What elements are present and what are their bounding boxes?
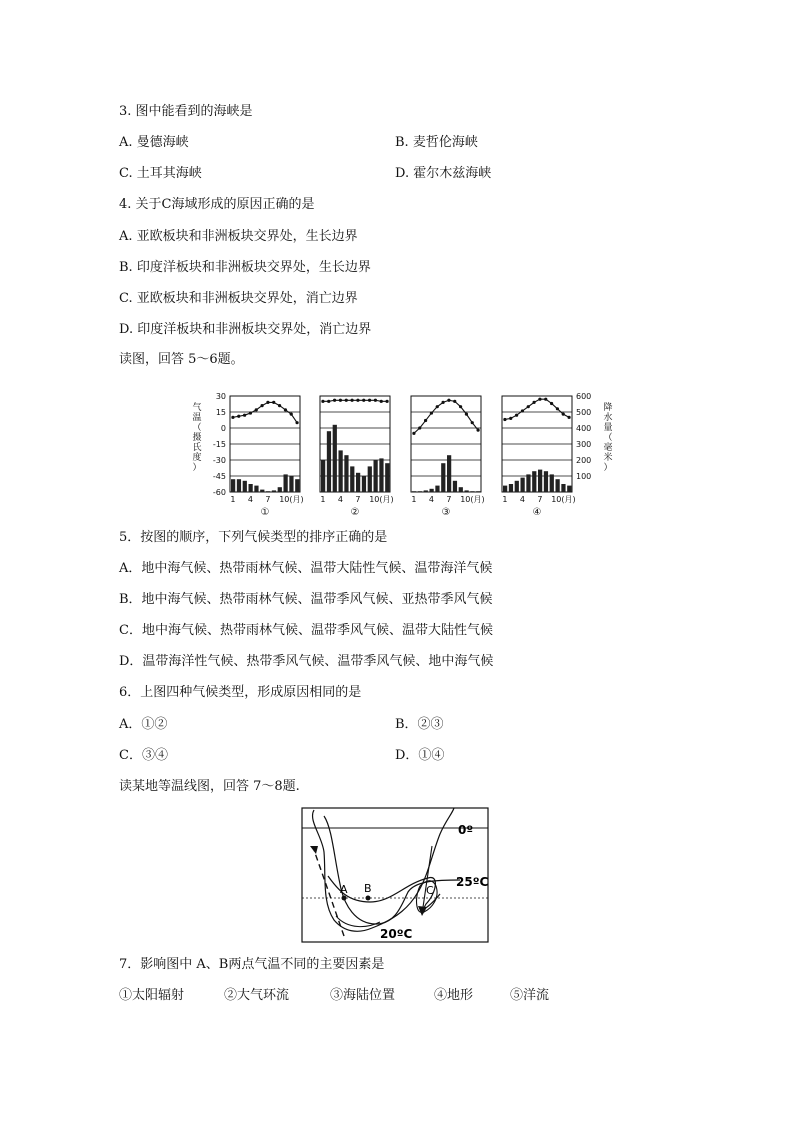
right-axis-label-char: 降	[603, 403, 613, 413]
temp-tick-label: 0	[220, 424, 226, 433]
right-axis-label-char: 米	[603, 453, 613, 463]
left-axis-label-char: 摄	[192, 433, 202, 443]
temperature-point	[333, 399, 336, 402]
precip-bar	[339, 450, 343, 492]
month-tick-label: 7	[355, 495, 361, 504]
month-tick-label: 10(月)	[369, 495, 394, 504]
isotherm-map	[300, 806, 492, 946]
temperature-point	[476, 429, 479, 432]
left-axis-label-char: 气	[192, 403, 202, 413]
month-tick-label: 4	[519, 495, 525, 504]
precip-bar	[243, 481, 247, 492]
precip-bar	[272, 490, 276, 492]
precip-bar	[362, 476, 366, 492]
climate-charts-figure	[180, 388, 620, 520]
intro-5-6: 读图，回答 5～6题。	[119, 352, 244, 367]
temperature-point	[441, 401, 444, 404]
temperature-point	[418, 426, 421, 429]
temperature-point	[430, 411, 433, 414]
temperature-point	[368, 399, 371, 402]
temperature-point	[231, 416, 234, 419]
precip-bar	[526, 474, 530, 492]
right-axis-label-char: 毫	[603, 443, 613, 453]
precip-bar	[515, 481, 519, 492]
q6-option-c: C．③④	[119, 748, 168, 763]
temperature-point	[556, 407, 559, 410]
month-tick-label: 1	[230, 495, 236, 504]
coastline	[313, 808, 454, 931]
label-c: C	[426, 884, 434, 897]
q6-option-d: D．①④	[395, 748, 445, 763]
label-20c: 20ºC	[380, 927, 413, 941]
q7-factor-5: ⑤洋流	[510, 988, 550, 1003]
month-tick-label: 1	[502, 495, 508, 504]
precip-bar	[266, 491, 270, 492]
right-axis-label-char: ）	[603, 463, 613, 473]
precip-bar	[503, 486, 507, 492]
panel-label: ④	[532, 507, 542, 518]
precip-bar	[327, 431, 331, 492]
precip-tick-label: 200	[576, 456, 592, 465]
q5-option-a: A．地中海气候、热带雨林气候、温带大陆性气候、温带海洋气候	[119, 561, 493, 576]
temperature-point	[284, 408, 287, 411]
question-3-stem: 3. 图中能看到的海峡是	[119, 104, 253, 119]
temperature-point	[436, 405, 439, 408]
precip-bar	[379, 458, 383, 492]
temperature-point	[453, 400, 456, 403]
month-tick-label: 4	[247, 495, 253, 504]
left-axis-label-char: 氏	[192, 443, 202, 453]
precip-bar	[368, 466, 372, 492]
month-tick-label: 10(月)	[460, 495, 485, 504]
q3-option-d: D. 霍尔木兹海峡	[395, 166, 492, 181]
precip-bar	[447, 455, 451, 492]
precip-tick-label: 400	[576, 424, 592, 433]
temperature-point	[272, 401, 275, 404]
temperature-point	[356, 399, 359, 402]
month-tick-label: 7	[265, 495, 271, 504]
temperature-point	[362, 399, 365, 402]
q4-option-c: C. 亚欧板块和非洲板块交界处，消亡边界	[119, 291, 358, 306]
right-axis-label-char: （	[603, 433, 613, 443]
month-tick-label: 4	[337, 495, 343, 504]
precip-bar	[430, 489, 434, 492]
precip-bar	[521, 478, 525, 492]
precip-bar	[374, 460, 378, 492]
precip-bar	[260, 490, 264, 492]
question-4-stem: 4. 关于C海域形成的原因正确的是	[119, 197, 315, 212]
temperature-point	[544, 398, 547, 401]
month-tick-label: 1	[411, 495, 417, 504]
question-6-stem: 6．上图四种气候类型，形成原因相同的是	[119, 685, 362, 700]
temperature-point	[278, 404, 281, 407]
temperature-point	[521, 409, 524, 412]
temperature-point	[327, 400, 330, 403]
temp-tick-label: -45	[212, 472, 226, 481]
precip-bar	[385, 463, 389, 492]
precip-bar	[418, 491, 422, 492]
temperature-point	[550, 402, 553, 405]
month-tick-label: 10(月)	[279, 495, 304, 504]
precip-tick-label: 100	[576, 472, 592, 481]
temperature-point	[447, 399, 450, 402]
point-a	[342, 896, 347, 901]
temperature-point	[385, 400, 388, 403]
left-axis-label-char: （	[192, 423, 202, 433]
temperature-point	[249, 411, 252, 414]
precip-bar	[561, 484, 565, 492]
precip-bar	[321, 460, 325, 492]
question-7-stem: 7．影响图中 A、B两点气温不同的主要因素是	[119, 957, 385, 972]
temperature-point	[562, 413, 565, 416]
panel-label: ②	[350, 507, 360, 518]
precip-bar	[532, 471, 536, 492]
precip-bar	[350, 466, 354, 492]
temperature-point	[412, 432, 415, 435]
precip-bar	[231, 479, 235, 492]
temperature-point	[424, 419, 427, 422]
temperature-line	[505, 399, 569, 419]
panel-label: ①	[260, 507, 270, 518]
left-axis-label-char: 度	[192, 453, 202, 463]
precip-bar	[567, 486, 571, 492]
temperature-point	[237, 415, 240, 418]
temperature-point	[255, 408, 258, 411]
q7-factor-2: ②大气环流	[224, 988, 290, 1003]
temperature-point	[260, 404, 263, 407]
q3-option-a: A. 曼德海峡	[119, 135, 189, 150]
q5-option-d: D．温带海洋性气候、热带季风气候、温带季风气候、地中海气候	[119, 654, 494, 669]
precip-tick-label: 300	[576, 440, 592, 449]
q5-option-b: B．地中海气候、热带雨林气候、温带季风气候、亚热带季风气候	[119, 592, 493, 607]
precip-bar	[550, 474, 554, 492]
q7-factor-1: ①太阳辐射	[119, 988, 185, 1003]
precip-bar	[356, 473, 360, 492]
right-axis-label-char: 水	[603, 413, 613, 423]
precip-bar	[470, 491, 474, 492]
temperature-point	[459, 405, 462, 408]
precip-bar	[424, 490, 428, 492]
precip-bar	[453, 481, 457, 492]
temp-tick-label: 15	[215, 408, 226, 417]
temperature-point	[515, 414, 518, 417]
precip-bar	[344, 455, 348, 492]
temperature-point	[509, 417, 512, 420]
precip-bar	[459, 487, 463, 492]
month-tick-label: 7	[537, 495, 543, 504]
temperature-point	[374, 399, 377, 402]
left-axis-label-char: ）	[192, 463, 202, 473]
current-arrowhead	[310, 846, 318, 854]
temperature-point	[567, 416, 570, 419]
temperature-point	[471, 421, 474, 424]
precip-bar	[509, 484, 513, 492]
temperature-point	[532, 401, 535, 404]
temperature-point	[321, 400, 324, 403]
label-0: 0º	[458, 823, 474, 837]
precip-bar	[333, 425, 337, 492]
label-a: A	[340, 883, 348, 896]
q7-factor-4: ④地形	[434, 988, 474, 1003]
precip-bar	[254, 486, 258, 492]
intro-7-8: 读某地等温线图，回答 7～8题.	[119, 779, 300, 794]
q7-factor-3: ③海陆位置	[330, 988, 396, 1003]
temp-tick-label: -15	[212, 440, 226, 449]
temperature-point	[527, 405, 530, 408]
q4-option-a: A. 亚欧板块和非洲板块交界处，生长边界	[119, 229, 358, 244]
q4-option-b: B. 印度洋板块和非洲板块交界处，生长边界	[119, 260, 371, 275]
temperature-line	[233, 402, 297, 422]
temperature-point	[339, 399, 342, 402]
precip-bar	[544, 471, 548, 492]
q3-option-b: B. 麦哲伦海峡	[395, 135, 478, 150]
label-25c: 25ºC	[456, 875, 489, 889]
precip-bar	[249, 484, 253, 492]
precip-tick-label: 600	[576, 392, 592, 401]
temperature-point	[290, 413, 293, 416]
temp-tick-label: 30	[215, 392, 226, 401]
precip-bar	[465, 490, 469, 492]
temperature-point	[538, 398, 541, 401]
precip-bar	[441, 463, 445, 492]
question-5-stem: 5．按图的顺序，下列气候类型的排序正确的是	[119, 530, 388, 545]
label-b: B	[364, 882, 372, 895]
month-tick-label: 4	[428, 495, 434, 504]
precip-bar	[556, 479, 560, 492]
q4-option-d: D. 印度洋板块和非洲板块交界处，消亡边界	[119, 322, 372, 337]
month-tick-label: 7	[446, 495, 452, 504]
precip-bar	[412, 491, 416, 492]
temperature-point	[243, 414, 246, 417]
precip-bar	[237, 479, 241, 492]
q3-option-c: C. 土耳其海峡	[119, 166, 202, 181]
precip-bar	[289, 476, 293, 492]
temperature-point	[295, 421, 298, 424]
month-tick-label: 1	[320, 495, 326, 504]
q6-option-b: B．②③	[395, 717, 444, 732]
q6-option-a: A．①②	[119, 717, 168, 732]
temperature-line	[323, 400, 387, 401]
temperature-point	[465, 413, 468, 416]
precip-bar	[295, 479, 299, 492]
temperature-point	[350, 399, 353, 402]
panel-label: ③	[441, 507, 451, 518]
temp-tick-label: -60	[212, 488, 226, 497]
temperature-point	[380, 400, 383, 403]
temperature-point	[345, 399, 348, 402]
left-axis-label-char: 温	[192, 413, 202, 423]
precip-bar	[284, 474, 288, 492]
q5-option-c: C．地中海气候、热带雨林气候、温带季风气候、温带大陆性气候	[119, 623, 493, 638]
isotherm-25	[324, 816, 460, 924]
temperature-point	[266, 401, 269, 404]
temp-tick-label: -30	[212, 456, 226, 465]
precip-bar	[278, 487, 282, 492]
precip-bar	[476, 491, 480, 492]
month-tick-label: 10(月)	[551, 495, 576, 504]
precip-bar	[538, 470, 542, 492]
right-axis-label-char: 量	[603, 423, 613, 433]
precip-bar	[435, 486, 439, 492]
temperature-point	[503, 418, 506, 421]
point-b	[366, 896, 371, 901]
precip-tick-label: 500	[576, 408, 592, 417]
